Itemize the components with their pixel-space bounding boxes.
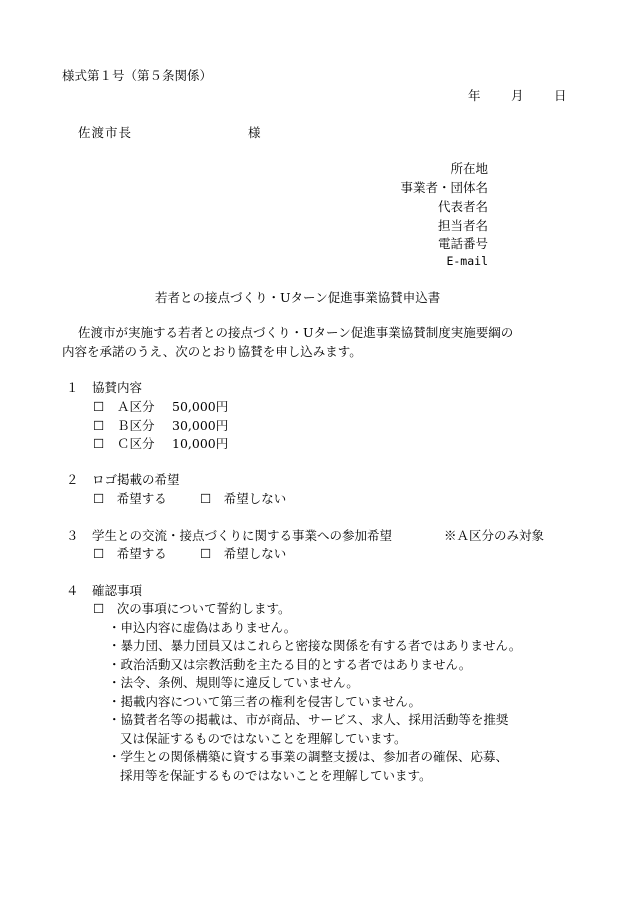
option-b-checkbox[interactable]: ☐: [93, 418, 105, 433]
section-2-heading: ロゴ掲載の希望: [92, 472, 180, 487]
field-email-label: E-mail: [446, 254, 488, 268]
section-4-number: ４: [66, 583, 79, 598]
form-number: 様式第１号（第５条関係）: [62, 68, 213, 83]
pledge-checkbox[interactable]: ☐ 次の事項について誓約します。: [93, 601, 291, 616]
participation-no-checkbox[interactable]: ☐ 希望しない: [200, 546, 287, 561]
confirmation-item-6: ・協賛者名等の掲載は、市が商品、サービス、求人、採用活動等を推奨: [108, 712, 509, 727]
option-c-checkbox[interactable]: ☐: [93, 436, 105, 451]
addressee-name: 佐渡市長: [78, 125, 133, 140]
section-1-number: １: [66, 380, 79, 395]
field-representative-label: 代表者名: [437, 199, 488, 214]
logo-wish-no-checkbox[interactable]: ☐ 希望しない: [200, 491, 287, 506]
intro-line-2: 内容を承諾のうえ、次のとおり協賛を申し込みます。: [62, 344, 362, 359]
section-3-heading: 学生との交流・接点づくりに関する事業への参加希望: [92, 528, 393, 543]
field-phone-label: 電話番号: [437, 236, 488, 251]
date-month-label: 月: [511, 88, 524, 103]
confirmation-item-2: ・暴力団、暴力団員又はこれらと密接な関係を有する者ではありません。: [108, 638, 522, 653]
section-2-number: ２: [66, 472, 79, 487]
confirmation-item-5: ・掲載内容について第三者の権利を侵害していません。: [108, 694, 422, 709]
section-3-note: ※Ａ区分のみ対象: [444, 528, 545, 543]
option-c-label: Ｃ区分: [117, 436, 155, 451]
date-year-label: 年: [468, 88, 481, 103]
intro-line-1: 佐渡市が実施する若者との接点づくり・Uターン促進事業協賛制度実施要綱の: [78, 325, 514, 340]
participation-yes-checkbox[interactable]: ☐ 希望する: [93, 546, 167, 561]
section-4-heading: 確認事項: [92, 583, 143, 598]
logo-wish-yes-checkbox[interactable]: ☐ 希望する: [93, 491, 167, 506]
confirmation-item-3: ・政治活動又は宗教活動を主たる目的とする者ではありません。: [108, 657, 472, 672]
field-address-label: 所在地: [450, 161, 488, 176]
field-business-label: 事業者・団体名: [400, 180, 488, 195]
option-b-amount: 30,000円: [172, 418, 229, 433]
confirmation-item-4: ・法令、条例、規則等に違反していません。: [108, 675, 359, 690]
confirmation-item-7: ・学生との関係構築に資する事業の調整支援は、参加者の確保、応募、: [108, 749, 509, 764]
document-title: 若者との接点づくり・Uターン促進事業協賛申込書: [155, 290, 441, 305]
option-a-label: Ａ区分: [117, 399, 155, 414]
confirmation-item-1: ・申込内容に虚偽はありません。: [108, 620, 297, 635]
confirmation-item-6-cont: 又は保証するものではないことを理解しています。: [120, 731, 407, 746]
addressee-honorific: 様: [248, 125, 261, 140]
section-1-heading: 協賛内容: [92, 380, 143, 395]
option-a-checkbox[interactable]: ☐: [93, 399, 105, 414]
option-c-amount: 10,000円: [172, 436, 229, 451]
option-a-amount: 50,000円: [172, 399, 229, 414]
field-contact-person-label: 担当者名: [437, 218, 488, 233]
date-day-label: 日: [554, 88, 567, 103]
confirmation-item-7-cont: 採用等を保証するものではないことを理解しています。: [120, 768, 432, 783]
section-3-number: ３: [66, 528, 79, 543]
option-b-label: Ｂ区分: [117, 418, 155, 433]
